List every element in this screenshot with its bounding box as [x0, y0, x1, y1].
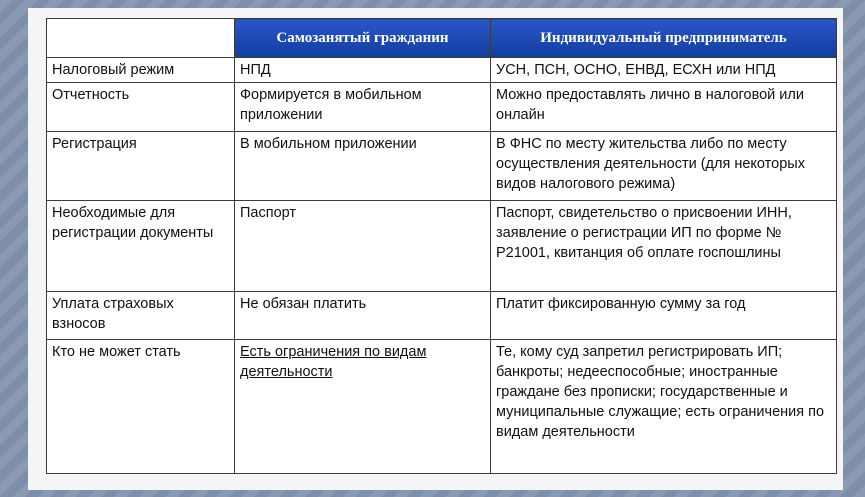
entrepreneur-cell: Платит фиксированную сумму за год: [491, 292, 837, 340]
entrepreneur-cell: УСН, ПСН, ОСНО, ЕНВД, ЕСХН или НПД: [491, 58, 837, 83]
self-employed-cell: Паспорт: [235, 201, 491, 292]
table-row: [47, 292, 837, 340]
criterion-cell: Отчетность: [47, 83, 235, 132]
table-row: [47, 83, 837, 132]
entrepreneur-cell: Те, кому суд запретил регистрировать ИП; банкроты; недееспособные; иностранные граждане без прописки; государственные и муниципальные служащие; есть ограничения по видам деятельности: [491, 340, 837, 474]
entrepreneur-cell: Паспорт, свидетельство о присвоении ИНН, заявление о регистрации ИП по форме № Р21001, квитанция об оплате госпошлины: [491, 201, 837, 292]
entrepreneur-cell: Можно предоставлять лично в налоговой или онлайн: [491, 83, 837, 132]
table-row: [47, 340, 837, 474]
self-employed-cell: В мобильном приложении: [235, 132, 491, 201]
criterion-cell: Налоговый режим: [47, 58, 235, 83]
header-self-employed: Самозанятый гражданин: [235, 19, 491, 58]
criterion-cell: Кто не может стать: [47, 340, 235, 474]
activity-restrictions-link[interactable]: Есть ограничения по видам деятельности: [240, 344, 427, 380]
header-entrepreneur: Индивидуальный предприниматель: [491, 19, 837, 58]
header-row: [47, 19, 837, 58]
table-row: [47, 201, 837, 292]
comparison-table: [46, 18, 837, 474]
header-blank-cell: [47, 19, 235, 58]
self-employed-cell: Не обязан платить: [235, 292, 491, 340]
criterion-cell: Уплата страховых взносов: [47, 292, 235, 340]
criterion-cell: Необходимые для регистрации документы: [47, 201, 235, 292]
self-employed-cell: НПД: [235, 58, 491, 83]
table-row: [47, 58, 837, 83]
table-row: [47, 132, 837, 201]
self-employed-cell: Формируется в мобильном приложении: [235, 83, 491, 132]
criterion-cell: Регистрация: [47, 132, 235, 201]
self-employed-cell: [235, 340, 491, 474]
entrepreneur-cell: В ФНС по месту жительства либо по месту осуществления деятельности (для некоторых видов налогового режима): [491, 132, 837, 201]
